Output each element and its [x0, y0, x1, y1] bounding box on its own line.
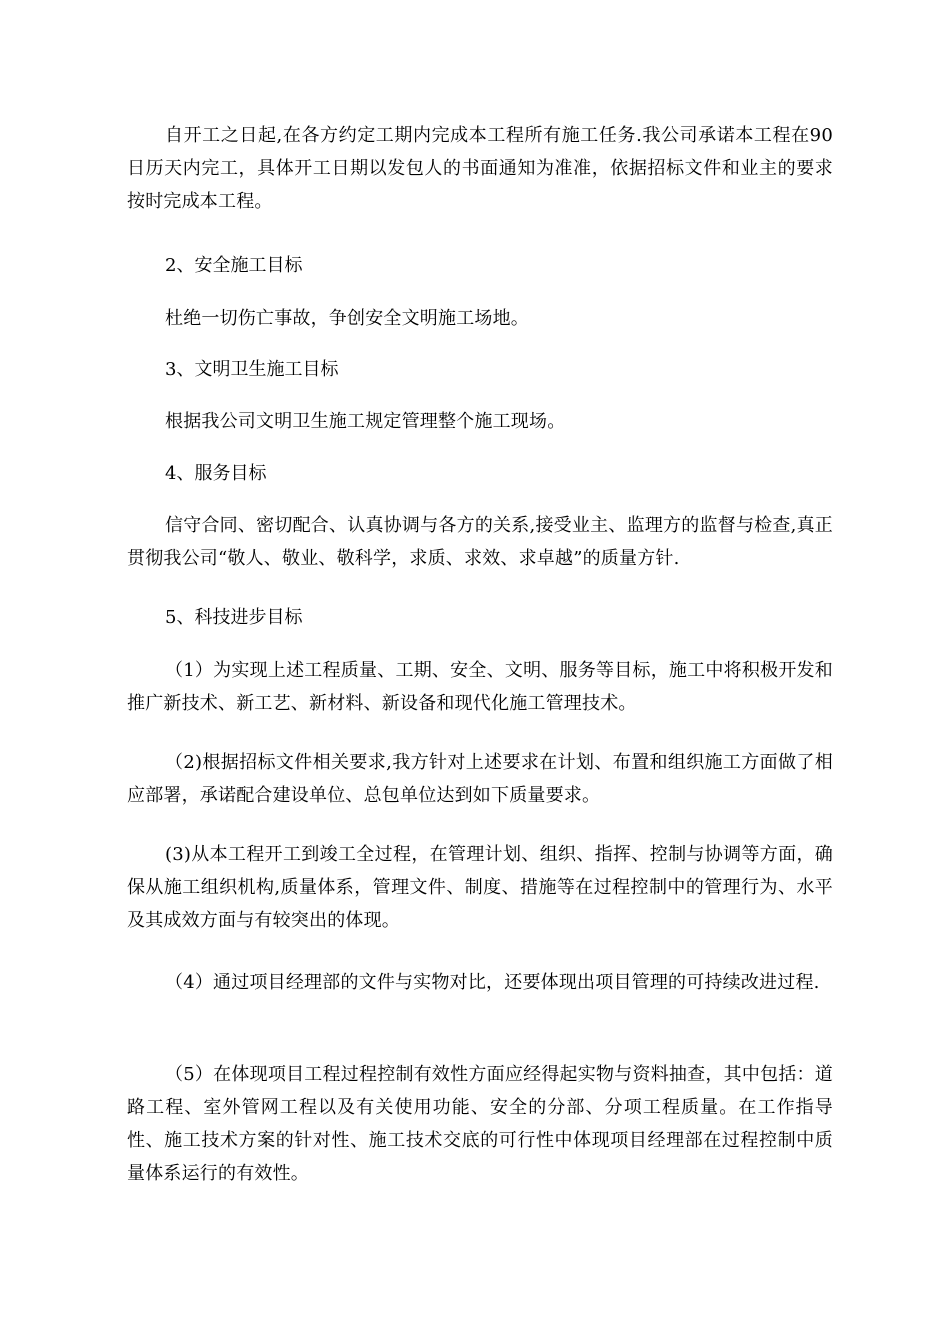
- heading-civilized-hygiene-goal: 3、文明卫生施工目标: [165, 359, 339, 380]
- heading-service-goal: 4、服务目标: [165, 463, 267, 484]
- paragraph-technology-item-3: (3)从本工程开工到竣工全过程，在管理计划、组织、指挥、控制与协调等方面，确保从施工组织机构,质量体系，管理文件、制度、措施等在过程控制中的管理行为、水平及其成效方面与有较突出的体现。: [127, 844, 833, 931]
- heading-technology-goal: 5、科技进步目标: [165, 607, 303, 628]
- paragraph-safety-goal: 杜绝一切伤亡事故，争创安全文明施工场地。: [165, 308, 529, 329]
- paragraph-civilized-hygiene-goal: 根据我公司文明卫生施工规定管理整个施工现场。: [165, 411, 566, 432]
- paragraph-service-goal: 信守合同、密切配合、认真协调与各方的关系,接受业主、监理方的监督与检查,真正贯彻我公司“敬人、敬业、敬科学，求质、求效、求卓越”的质量方针.: [127, 515, 833, 569]
- heading-safety-goal: 2、安全施工目标: [165, 255, 303, 276]
- paragraph-technology-item-1: （1）为实现上述工程质量、工期、安全、文明、服务等目标，施工中将积极开发和推广新技术、新工艺、新材料、新设备和现代化施工管理技术。: [127, 660, 833, 714]
- paragraph-technology-item-2: （2)根据招标文件相关要求,我方针对上述要求在计划、布置和组织施工方面做了相应部署，承诺配合建设单位、总包单位达到如下质量要求。: [127, 752, 833, 806]
- paragraph-technology-item-4: （4）通过项目经理部的文件与实物对比，还要体现出项目管理的可持续改进过程.: [165, 972, 820, 993]
- paragraph-technology-item-5: （5）在体现项目工程过程控制有效性方面应经得起实物与资料抽查，其中包括：道路工程、室外管网工程以及有关使用功能、安全的分部、分项工程质量。在工作指导性、施工技术方案的针对性、施工技术交底的可行性中体现项目经理部在过程控制中质量体系运行的有效性。: [127, 1064, 833, 1184]
- paragraph-schedule-commitment: 自开工之日起,在各方约定工期内完成本工程所有施工任务.我公司承诺本工程在90日历天内完工，具体开工日期以发包人的书面通知为准准，依据招标文件和业主的要求按时完成本工程。: [127, 125, 833, 212]
